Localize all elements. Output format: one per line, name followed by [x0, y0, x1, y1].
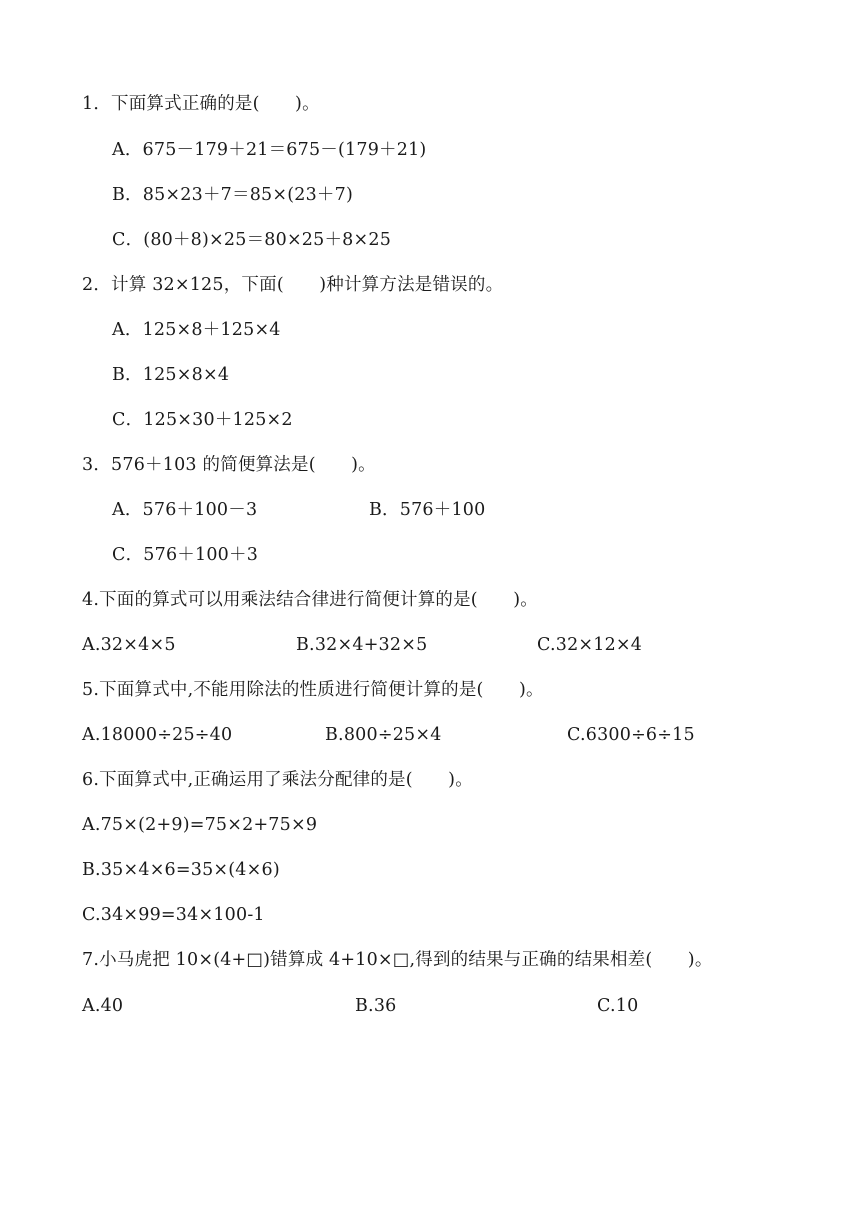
question-3-option-c: C．576＋100＋3 — [112, 545, 259, 565]
question-1-stem: 1．下面算式正确的是( )。 — [82, 94, 320, 114]
question-5-option-b: B.800÷25×4 — [325, 725, 442, 745]
question-4-option-a: A.32×4×5 — [82, 635, 176, 655]
question-5-stem: 5.下面算式中,不能用除法的性质进行简便计算的是( )。 — [82, 680, 544, 700]
question-4-stem: 4.下面的算式可以用乘法结合律进行简便计算的是( )。 — [82, 590, 538, 610]
question-7-option-b: B.36 — [355, 996, 397, 1016]
question-2-option-a: A．125×8＋125×4 — [112, 320, 281, 340]
question-3-option-a: A．576＋100－3 — [112, 500, 258, 520]
question-4-option-b: B.32×4+32×5 — [296, 635, 428, 655]
question-7-option-a: A.40 — [82, 996, 124, 1016]
question-3-stem: 3．576＋103 的简便算法是( )。 — [82, 455, 376, 475]
question-2-stem: 2．计算 32×125，下面( )种计算方法是错误的。 — [82, 275, 504, 295]
question-1-option-b: B．85×23＋7＝85×(23＋7) — [112, 185, 353, 205]
question-7-stem: 7.小马虎把 10×(4+□)错算成 4+10×□,得到的结果与正确的结果相差( )。 — [82, 950, 713, 970]
question-1-option-c: C．(80＋8)×25＝80×25＋8×25 — [112, 230, 392, 250]
question-5-option-c: C.6300÷6÷15 — [567, 725, 695, 745]
question-2-option-b: B．125×8×4 — [112, 365, 230, 385]
question-6-stem: 6.下面算式中,正确运用了乘法分配律的是( )。 — [82, 770, 473, 790]
question-4-option-c: C.32×12×4 — [537, 635, 643, 655]
question-7-option-c: C.10 — [597, 996, 639, 1016]
question-3-option-b: B．576＋100 — [369, 500, 486, 520]
question-6-option-b: B.35×4×6=35×(4×6) — [82, 860, 280, 880]
question-1-option-a: A．675－179＋21＝675－(179＋21) — [112, 140, 427, 160]
question-5-option-a: A.18000÷25÷40 — [82, 725, 233, 745]
question-6-option-c: C.34×99=34×100-1 — [82, 905, 265, 925]
question-2-option-c: C．125×30＋125×2 — [112, 410, 293, 430]
question-6-option-a: A.75×(2+9)=75×2+75×9 — [82, 815, 318, 835]
